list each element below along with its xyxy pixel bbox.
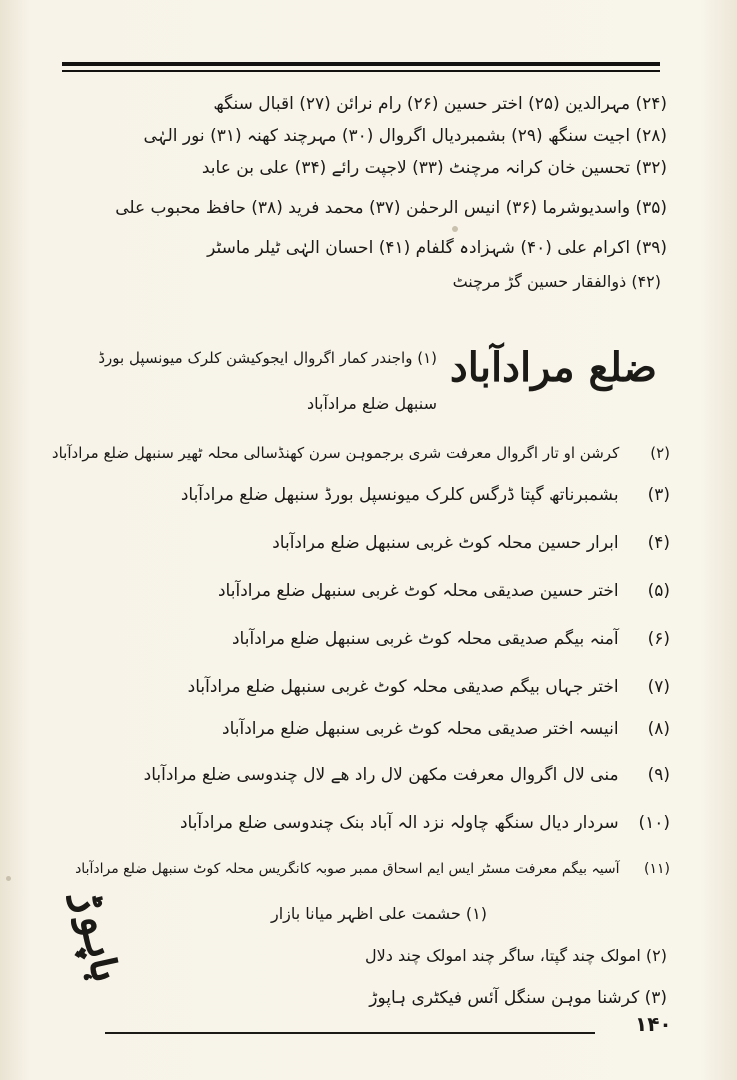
hapur-entry-2: (۲) امولک چند گپتا، ساگر چند امولک چند دلال	[365, 946, 667, 965]
section-heading-moradabad: ضلع مرادآباد	[449, 344, 657, 391]
entry-number: (۳)	[647, 485, 670, 505]
section-entry-1-line-2: سنبھل ضلع مرادآباد	[307, 394, 437, 413]
entry-4	[60, 530, 670, 556]
entry-text: آمنہ بیگم صدیقی محلہ کوٹ غربی سنبھل ضلع مرادآباد	[231, 629, 619, 649]
entry-number: (۸)	[647, 719, 670, 739]
entry-5	[60, 578, 670, 604]
entry-7	[60, 674, 670, 700]
entry-number: (۱۱)	[644, 861, 670, 877]
entry-6	[60, 626, 670, 652]
entry-text: منی لال اگروال معرفت مکھن لال راد ھے لال چندوسی ضلع مرادآباد	[143, 765, 619, 785]
entry-text: اختر حسین صدیقی محلہ کوٹ غربی سنبھل ضلع مرادآباد	[217, 581, 619, 601]
list-line-4: (۳۵) واسدیوشرما (۳۶) انیس الرحمٰن (۳۷) محمد فرید (۳۸) حافظ محبوب علی	[115, 198, 667, 218]
top-rule-thick	[62, 62, 660, 66]
entry-9	[60, 762, 670, 788]
section-heading-hapur: ہاپوڑ	[64, 884, 131, 986]
entry-3	[60, 482, 670, 508]
paper-spot	[6, 876, 11, 881]
entry-number: (۶)	[647, 629, 670, 649]
entry-text: کرشن او تار اگروال معرفت شری برجموہن سرن کھنڈسالی محلہ ٹھیر سنبھل ضلع مرادآباد	[51, 444, 620, 462]
list-line-2: (۲۸) اجیت سنگھ (۲۹) بشمبردیال اگروال (۳۰) مہرچند کھنہ (۳۱) نور الہٰی	[143, 126, 667, 146]
hapur-entry-3: (۳) کرشنا موہن سنگل آئس فیکٹری ہاپوڑ	[369, 988, 667, 1008]
list-line-3: (۳۲) تحسین خان کرانہ مرچنٹ (۳۳) لاجپت رائے (۳۴) علی بن عابد	[201, 158, 667, 178]
entry-11	[60, 856, 670, 882]
hapur-entry-1: (۱) حشمت علی اظہر میانا بازار	[270, 904, 487, 923]
bottom-rule	[105, 1032, 595, 1034]
entry-text: اختر جہاں بیگم صدیقی محلہ کوٹ غربی سنبھل ضلع مرادآباد	[187, 677, 619, 697]
entry-text: سردار دیال سنگھ چاولہ نزد الہ آباد بنک چندوسی ضلع مرادآباد	[179, 813, 619, 833]
entry-2	[51, 440, 670, 466]
entry-number: (۱۰)	[638, 813, 670, 833]
page-number: ۱۴۰	[635, 1012, 672, 1036]
entry-number: (۷)	[647, 677, 670, 697]
list-line-1: (۲۴) مہرالدین (۲۵) اختر حسین (۲۶) رام نرائن (۲۷) اقبال سنگھ	[213, 94, 667, 114]
entry-8	[60, 716, 670, 742]
entry-number: (۵)	[647, 581, 670, 601]
entry-text: آسیہ بیگم معرفت مسٹر ایس ایم اسحاق ممبر صوبہ کانگریس محلہ کوٹ سنبھل ضلع مرادآباد	[75, 861, 620, 877]
entry-number: (۴)	[647, 533, 670, 553]
entry-number: (۲)	[650, 444, 670, 462]
entry-text: انیسہ اختر صدیقی محلہ کوٹ غربی سنبھل ضلع مرادآباد	[222, 719, 619, 739]
list-line-6: (۴۲) ذوالفقار حسین گڑ مرچنٹ	[452, 272, 661, 291]
entry-text: بشمبرناتھ گپتا ڈرگس کلرک میونسپل بورڈ سنبھل ضلع مرادآباد	[180, 485, 619, 505]
list-line-5: (۳۹) اکرام علی (۴۰) شہزادہ گلفام (۴۱) احسان الہٰی ٹیلر ماسٹر	[207, 238, 667, 258]
paper-spot	[452, 226, 458, 232]
entry-text: ابرار حسین محلہ کوٹ غربی سنبھل ضلع مرادآباد	[272, 533, 619, 553]
entry-10	[60, 810, 670, 836]
top-rule-thin	[62, 70, 660, 72]
section-entry-1-line-1: (۱) واجندر کمار اگروال ایجوکیشن کلرک میونسپل بورڈ	[98, 349, 437, 367]
entry-number: (۹)	[647, 765, 670, 785]
